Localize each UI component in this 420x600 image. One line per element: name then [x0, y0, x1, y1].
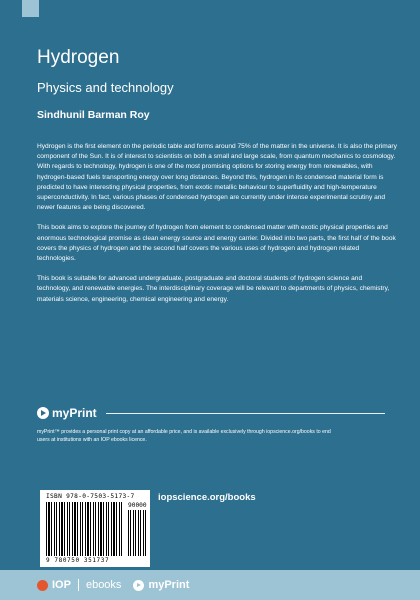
- isbn-barcode: [40, 490, 150, 567]
- myprint-logo: [37, 406, 385, 420]
- myprint-section: [37, 406, 385, 444]
- ebooks-logo-text: ebooks: [85, 579, 122, 591]
- myprint-play-icon: [133, 580, 144, 591]
- description-paragraph: This book is suitable for advanced undergraduate, postgraduate and doctoral students of hydrogen science and technology, and renewable energies. The interdisciplinary coverage will be relevant to departments of physics, chemistry, materials science, engineering, chemical engineering and energy.: [37, 275, 390, 303]
- myprint-footer-text: myPrint: [148, 579, 190, 591]
- barcode-bars: [46, 502, 124, 556]
- isbn-label: ISBN 978-0-7503-5173-7: [46, 493, 135, 500]
- top-accent-square: [22, 0, 39, 17]
- divider-line: [106, 413, 385, 414]
- myprint-play-icon: [37, 407, 49, 419]
- logo-separator: [78, 579, 79, 591]
- barcode-addon-bars: [128, 510, 146, 556]
- description-paragraph: This book aims to explore the journey of hydrogen from element to condensed matter with exotic physical properties and enormous technological promise as clean energy source and energy carrier. Divided into two parts, the first half of the book covers the physics of hydrogen and the second half covers the various uses of hydrogen and hydrogen related technologies.: [37, 224, 396, 263]
- book-title: Hydrogen: [37, 47, 120, 68]
- barcode-addon-number: 90000: [128, 502, 147, 509]
- book-author: Sindhunil Barman Roy: [37, 109, 150, 121]
- footer-logos: [37, 579, 189, 591]
- description-paragraph: Hydrogen is the first element on the periodic table and forms around 75% of the matter in the universe. It is also the primary component of the Sun. It is of interest to scientists on both a small and large scale, from quantum mechanics to cosmology. With regards to technology, hydrogen is one of the most promising options for storing energy from renewables, with hydrogen-based fuels transporting energy over long distances. Beyond this, hydrogen in its condensed material form is predicted to have interesting physical properties, from exotic metallic behaviour to superfluidity and high-temperature superconductivity. In fact, various phases of condensed hydrogen are currently under intense experimental scrutiny and newer features are being discovered.: [37, 143, 397, 212]
- book-subtitle: Physics and technology: [37, 80, 174, 95]
- book-description: [37, 142, 397, 315]
- website-link[interactable]: iopscience.org/books: [158, 492, 256, 503]
- iop-logo-text: IOP: [52, 579, 71, 591]
- iop-logo-icon: [37, 580, 48, 591]
- myprint-logo-text: myPrint: [52, 406, 97, 420]
- footer-bar: [0, 570, 420, 600]
- barcode-number: 9 780750 351737: [46, 557, 110, 564]
- myprint-description: myPrint™ provides a personal print copy at an affordable price, and is available exclusively through iopscience.org/books to end users at institutions with an IOP ebooks licence.: [37, 429, 331, 443]
